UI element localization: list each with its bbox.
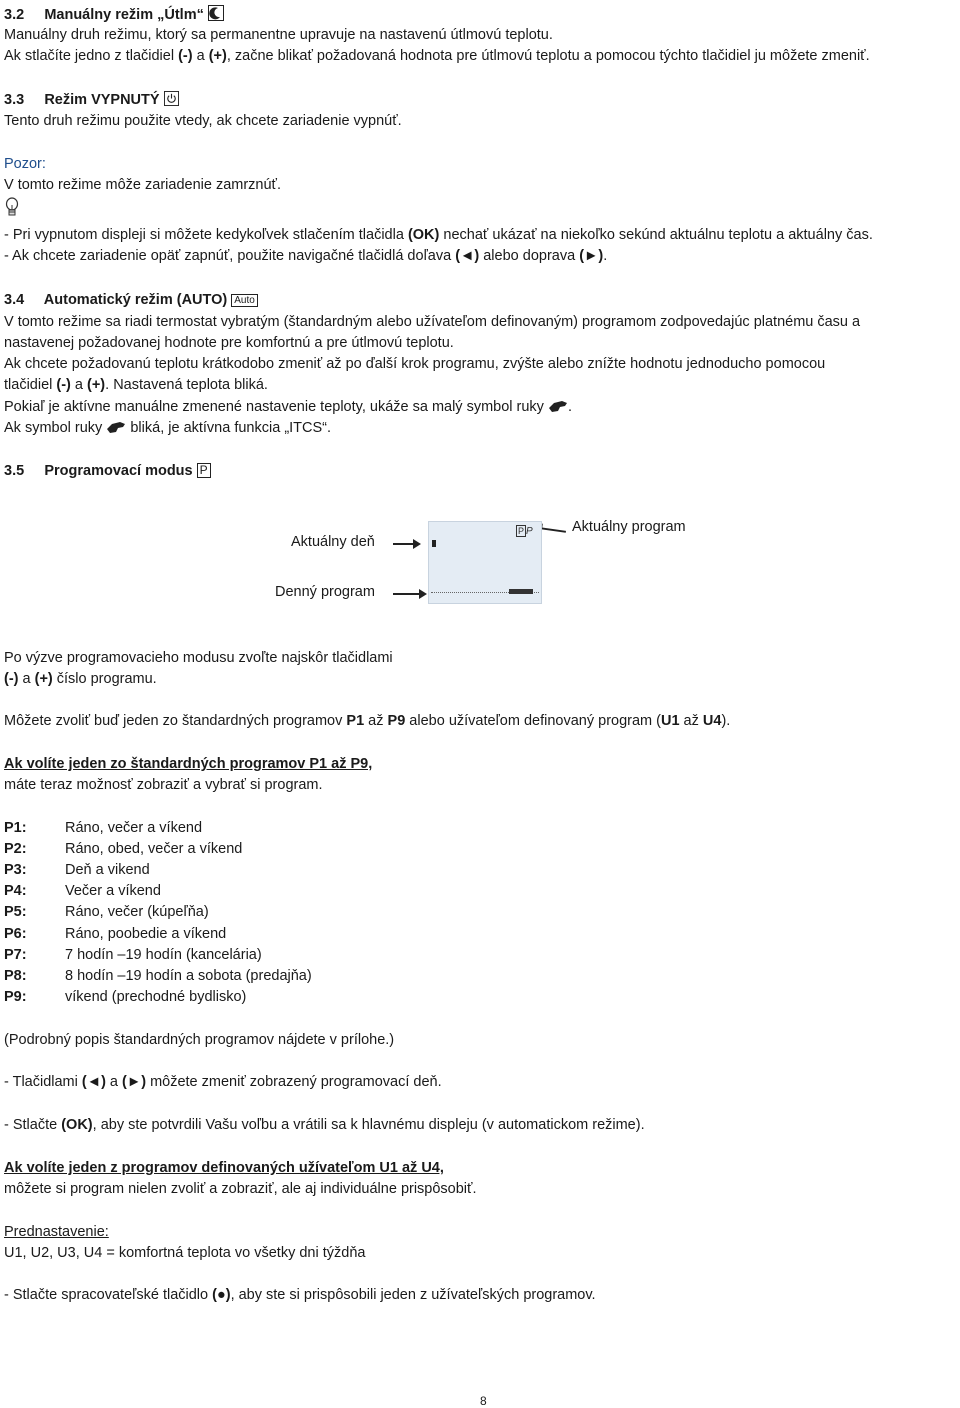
section-3-3-heading: 3.3 Režim VYPNUTÝ [4, 91, 179, 109]
arrow-current-day [393, 543, 415, 545]
pozor-text: V tomto režime môže zariadenie zamrznúť. [4, 177, 282, 193]
label-current-program: Aktuálny program [572, 519, 686, 535]
section-3-5-p3: Môžete zvoliť buď jeden zo štandardných programov P1 až P9 alebo užívateľom definovaný program (U1 až U4). [4, 713, 731, 729]
appendix-note: (Podrobný popis štandardných programov nájdete v prílohe.) [4, 1032, 395, 1048]
nav-instruction: - Tlačidlami (◄) a (►) môžete zmeniť zobrazený programovací deň. [4, 1074, 442, 1090]
user-programs-heading: Ak volíte jeden z programov definovaných užívateľom U1 až U4, [4, 1160, 444, 1176]
tip-line-1: - Pri vypnutom displeji si môžete kedykoľvek stlačením tlačidla (OK) nechať ukázať na niekoľko sekúnd aktuálnu teplotu a aktuálny čas. [4, 227, 873, 243]
auto-icon: Auto [231, 294, 258, 307]
section-3-4-p3: Ak chcete požadovanú teplotu krátkodobo zmeniť až po ďalší krok programu, zvýšte alebo znížte hodnotu jednoducho pomocou [4, 356, 826, 372]
page-number: 8 [480, 1394, 487, 1408]
section-3-4-heading: 3.4 Automatický režim (AUTO) Auto [4, 291, 258, 309]
power-icon [164, 91, 179, 106]
hand-icon [548, 400, 568, 413]
preset-label: Prednastavenie: [4, 1224, 109, 1240]
lcd-program-indicator: P P [518, 526, 533, 537]
section-3-3-line1: Tento druh režimu použite vtedy, ak chcete zariadenie vypnúť. [4, 113, 402, 129]
arrow-current-program [540, 527, 566, 533]
lightbulb-icon [5, 197, 19, 219]
standard-programs-sub: máte teraz možnosť zobraziť a vybrať si program. [4, 777, 323, 793]
edit-instruction: - Stlačte spracovateľské tlačidlo (●), aby ste si prispôsobili jeden z užívateľských programov. [4, 1287, 596, 1303]
hand-icon [106, 421, 126, 434]
preset-text: U1, U2, U3, U4 = komfortná teplota vo všetky dni týždňa [4, 1245, 366, 1261]
arrow-daily-program [393, 593, 421, 595]
label-current-day: Aktuálny deň [291, 534, 375, 550]
section-3-5-p2: (-) a (+) číslo programu. [4, 671, 157, 687]
section-3-5-p1: Po výzve programovacieho modusu zvoľte najskôr tlačidlami [4, 650, 393, 666]
heading-text: Manuálny režim „Útlm“ [44, 7, 204, 23]
section-3-2-line2: Ak stlačíte jedno z tlačidiel (-) a (+), začne blikať požadovaná hodnota pre útlmovú teplotu a pomocou týchto tlačidiel ju môžete zmeniť. [4, 48, 870, 64]
section-3-5-heading: 3.5 Programovací modus P [4, 462, 211, 480]
user-programs-sub: môžete si program nielen zvoliť a zobraziť, ale aj individuálne prispôsobiť. [4, 1181, 477, 1197]
program-mode-icon: P [197, 463, 211, 478]
section-3-4-p6: Ak symbol ruky bliká, je aktívna funkcia „ITCS“. [4, 420, 332, 436]
tip-line-2: - Ak chcete zariadenie opäť zapnúť, použite navigačné tlačidlá doľava (◄) alebo doprava (►). [4, 248, 608, 264]
section-3-4-p2: nastavenej požadovanej hodnote pre komfortnú a pre útlmovú teplotu. [4, 335, 454, 351]
lcd-display [428, 521, 542, 604]
label-daily-program: Denný program [275, 584, 375, 600]
section-3-4-p5: Pokiaľ je aktívne manuálne zmenené nastavenie teploty, ukáže sa malý symbol ruky . [4, 399, 572, 415]
section-3-4-p4: tlačidiel (-) a (+). Nastavená teplota bliká. [4, 377, 268, 393]
moon-icon [208, 5, 224, 21]
lcd-program-bars [509, 589, 533, 594]
standard-programs-heading: Ak volíte jeden zo štandardných programov P1 až P9, [4, 756, 373, 772]
heading-number: 3.2 [4, 7, 25, 23]
lcd-day-segment [432, 540, 436, 547]
section-3-2-line1: Manuálny druh režimu, ktorý sa permanentne upravuje na nastavenú útlmovú teplotu. [4, 27, 553, 43]
pozor-label: Pozor: [4, 156, 46, 172]
ok-instruction: - Stlačte (OK), aby ste potvrdili Vašu voľbu a vrátili sa k hlavnému displeju (v automatickom režime). [4, 1117, 645, 1133]
section-3-2-heading [4, 5, 224, 24]
section-3-4-p1: V tomto režime sa riadi termostat vybratým (štandardným alebo užívateľom definovaným) programom zodpovedajúc platnému času a [4, 314, 861, 330]
